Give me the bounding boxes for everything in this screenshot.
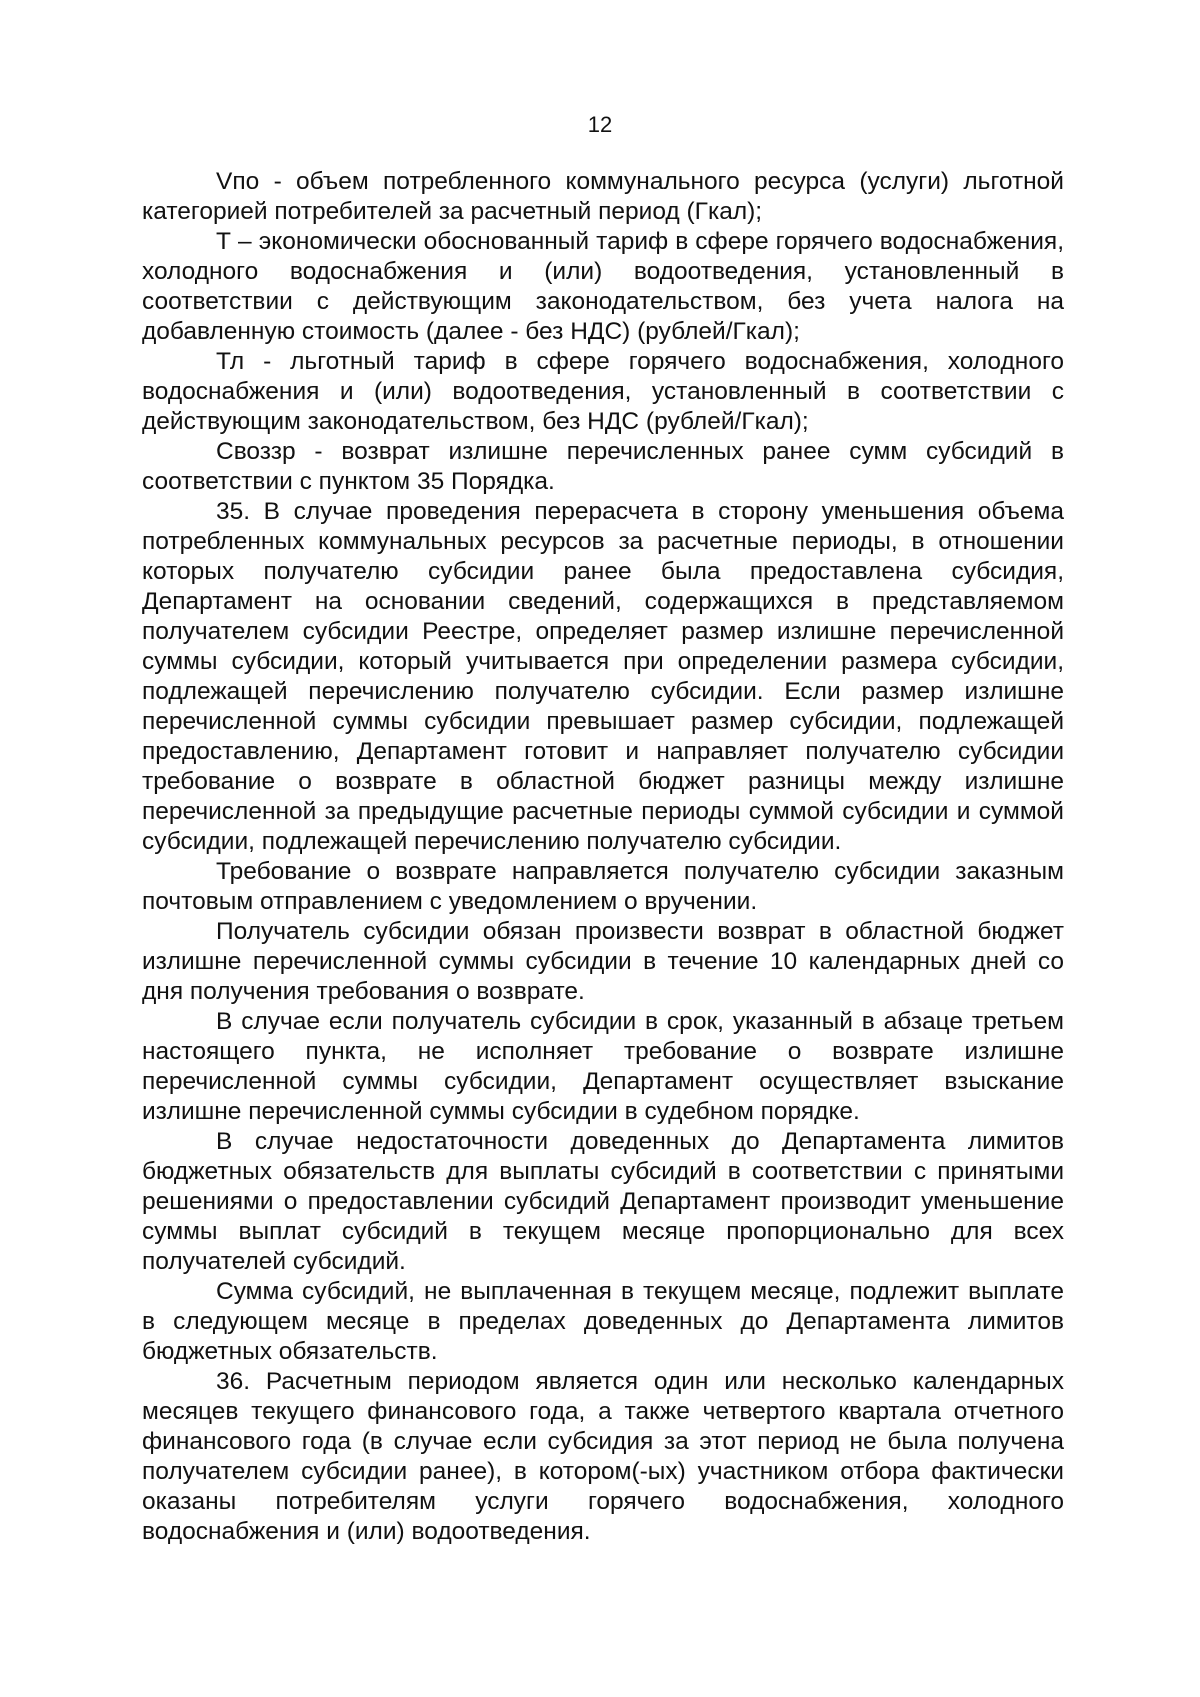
document-body — [142, 167, 1064, 1547]
paragraph-vpo-definition: Vпо - объем потребленного коммунального ресурса (услуги) льготной категорией потребителей за расчетный период (Гкал); — [142, 168, 1064, 225]
paragraph-deferred-payment: Сумма субсидий, не выплаченная в текущем месяце, подлежит выплате в следующем месяце в пределах доведенных до Департамента лимитов бюджетных обязательств. — [142, 1278, 1064, 1365]
paragraph-limits-shortage: В случае недостаточности доведенных до Департамента лимитов бюджетных обязательств для выплаты субсидий в соответствии с принятыми решениями о предоставлении субсидий Департамент производит уменьшение суммы выплат субсидий в текущем месяце пропорционально для всех получателей субсидий. — [142, 1128, 1064, 1275]
paragraph-clause-36: 36. Расчетным периодом является один или несколько календарных месяцев текущего финансового года, а также четвертого квартала отчетного финансового года (в случае если субсидия за этот период не была получена получателем субсидии ранее), в котором(-ых) участником отбора фактически оказаны потребителям услуги горячего водоснабжения, холодного водоснабжения и (или) водоотведения. — [142, 1368, 1064, 1545]
paragraph-t-definition: Т – экономически обоснованный тариф в сфере горячего водоснабжения, холодного водоснабжения и (или) водоотведения, установленный в соответствии с действующим законодательством, без учета налога на добавленную стоимость (далее - без НДС) (рублей/Гкал); — [142, 228, 1064, 345]
paragraph-return-demand: Требование о возврате направляется получателю субсидии заказным почтовым отправлением с уведомлением о вручении. — [142, 858, 1064, 915]
paragraph-court-recovery: В случае если получатель субсидии в срок, указанный в абзаце третьем настоящего пункта, не исполняет требование о возврате излишне перечисленной суммы субсидии, Департамент осуществляет взыскание излишне перечисленной суммы субсидии в судебном порядке. — [142, 1008, 1064, 1125]
page-number: 12 — [587, 112, 613, 137]
paragraph-svozvr-definition: Своззр - возврат излишне перечисленных ранее сумм субсидий в соответствии с пунктом 35 Порядка. — [142, 438, 1064, 495]
paragraph-return-obligation: Получатель субсидии обязан произвести возврат в областной бюджет излишне перечисленной суммы субсидии в течение 10 календарных дней со дня получения требования о возврате. — [142, 918, 1064, 1005]
paragraph-tl-definition: Тл - льготный тариф в сфере горячего водоснабжения, холодного водоснабжения и (или) водоотведения, установленный в соответствии с действующим законодательством, без НДС (рублей/Гкал); — [142, 348, 1064, 435]
paragraph-clause-35: 35. В случае проведения перерасчета в сторону уменьшения объема потребленных коммунальных ресурсов за расчетные периоды, в отношении которых получателю субсидии ранее была предоставлена субсидия, Департамент на основании сведений, содержащихся в представляемом получателем субсидии Реестре, определяет размер излишне перечисленной суммы субсидии, который учитывается при определении размера субсидии, подлежащей перечислению получателю субсидии. Если размер излишне перечисленной суммы субсидии превышает размер субсидии, подлежащей предоставлению, Департамент готовит и направляет получателю субсидии требование о возврате в областной бюджет разницы между излишне перечисленной за предыдущие расчетные периоды суммой субсидии и суммой субсидии, подлежащей перечислению получателю субсидии. — [142, 498, 1064, 855]
